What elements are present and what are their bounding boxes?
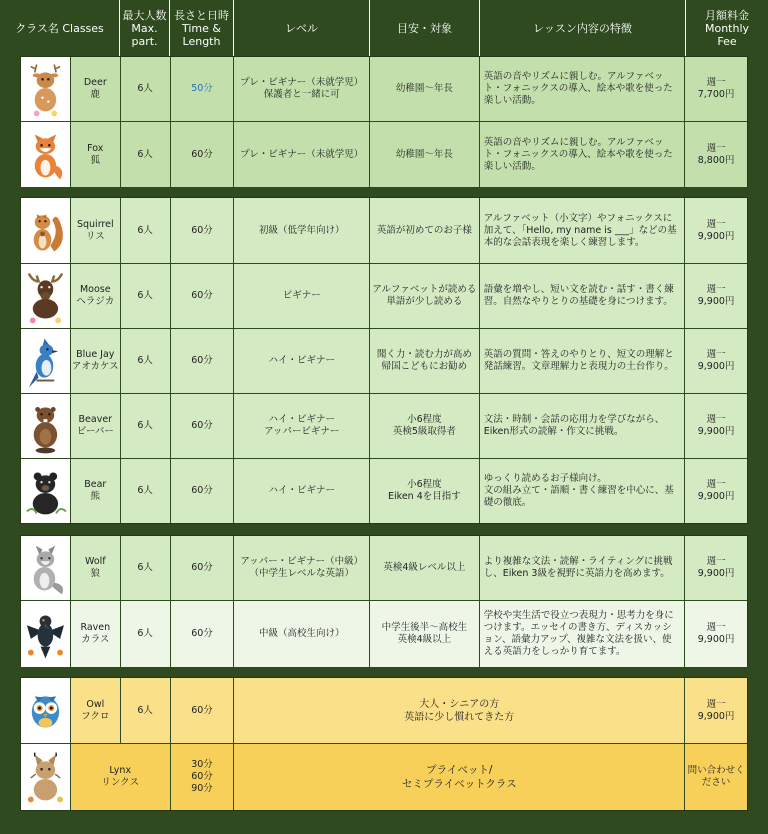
max-part: 6人	[121, 394, 171, 458]
table-row	[21, 536, 747, 601]
level: ハイ・ビギナー	[234, 329, 370, 393]
features: 文法・時制・会話の応用力を学びながら、Eiken形式の読解・作文に挑戦。	[480, 394, 685, 458]
features: 英語の質問・答えのやりとり、短文の理解と発話練習。文章理解力と表現力の土台作り。	[480, 329, 685, 393]
header-level: レベル	[234, 0, 370, 56]
fee: 週一 9,900円	[685, 264, 747, 328]
table-row	[21, 678, 747, 744]
max-part: 6人	[121, 678, 171, 743]
moose-icon	[23, 267, 68, 325]
time-length: 60分	[171, 601, 235, 667]
wolf-cell	[21, 536, 71, 600]
class-group-preschool	[20, 56, 748, 186]
target: 英検4級レベル以上	[370, 536, 480, 600]
table-row	[21, 264, 747, 329]
class-name-squirrel: Squirrel リス	[71, 198, 121, 263]
table-row	[21, 329, 747, 394]
time-length: 60分	[171, 678, 235, 743]
beaver-cell	[21, 394, 71, 458]
level: ビギナー	[234, 264, 370, 328]
fee: 週一 9,900円	[685, 601, 747, 667]
level: 中級（高校生向け）	[234, 601, 370, 667]
class-name-deer: Deer 鹿	[71, 57, 121, 121]
fee: 週一 9,900円	[685, 459, 747, 523]
fee: 問い合わせく ださい	[685, 744, 747, 810]
table-row	[21, 122, 747, 187]
class-name-owl: Owl フクロ	[71, 678, 121, 743]
header-max-part: 最大人数 Max. part.	[120, 0, 170, 56]
max-part: 6人	[121, 264, 171, 328]
level: プレ・ビギナー（未就学児）	[234, 122, 370, 187]
bluejay-icon	[23, 332, 68, 390]
max-part: 6人	[121, 329, 171, 393]
level: アッパー・ビギナー（中級） （中学生レベルな英語）	[234, 536, 370, 600]
features: 学校や実生活で役立つ表現力・思考力を身につけます。エッセイの書き方、ディスカッション、語彙力アップ、複雑な文法を扱い、使える英語力をしっかり育てます。	[480, 601, 685, 667]
header-features: レッスン内容の特徴	[480, 0, 686, 56]
target: 英語が初めてのお子様	[370, 198, 480, 263]
features: ゆっくり読めるお子様向け。 文の組み立て・語順・書く練習を中心に、基礎の徹底。	[480, 459, 685, 523]
features: 英語の音やリズムに親しむ。アルファベット・フォニックスの導入、絵本や歌を使った楽しい活動。	[480, 122, 685, 187]
fox-icon	[23, 126, 68, 184]
class-group-intermediate	[20, 535, 748, 666]
target: 聞く力・読む力が高め 帰国こどもにお勧め	[370, 329, 480, 393]
bluejay-cell	[21, 329, 71, 393]
table-header	[0, 0, 768, 56]
max-part: 6人	[121, 198, 171, 263]
time-length: 30分 60分 90分	[171, 744, 235, 810]
max-part: 6人	[121, 57, 171, 121]
wolf-icon	[23, 539, 68, 597]
target: アルファベットが読める 単語が少し読める	[370, 264, 480, 328]
deer-cell	[21, 57, 71, 121]
time-length: 60分	[171, 264, 235, 328]
table-row	[21, 198, 747, 264]
header-fee: 月額料金 Monthly Fee	[704, 8, 750, 48]
class-name-beaver: Beaver ビーバー	[71, 394, 121, 458]
class-name-bear: Bear 熊	[71, 459, 121, 523]
features: より複雑な文法・読解・ライティングに挑戦し、Eiken 3級を視野に英語力を高めます。	[480, 536, 685, 600]
table-row	[21, 394, 747, 459]
fee: 週一 9,900円	[685, 678, 747, 743]
target: 小6程度 Eiken 4を目指す	[370, 459, 480, 523]
level: ハイ・ビギナー アッパービギナー	[234, 394, 370, 458]
time-length: 60分	[171, 122, 235, 187]
beaver-icon	[23, 397, 68, 455]
table-row	[21, 459, 747, 523]
class-name-fox: Fox 狐	[71, 122, 121, 187]
owl-cell	[21, 678, 71, 743]
features: 語彙を増やし、短い文を読む・話す・書く練習。自然なやりとりの基礎を身につけます。	[480, 264, 685, 328]
time-length: 60分	[171, 459, 235, 523]
squirrel-icon	[23, 202, 68, 260]
squirrel-cell	[21, 198, 71, 263]
time-length: 60分	[171, 329, 235, 393]
class-name-bluejay: Blue Jay アオカケス	[71, 329, 121, 393]
class-name-lynx: Lynx リンクス	[71, 744, 171, 810]
fee: 週一 8,800円	[685, 122, 747, 187]
table-row	[21, 57, 747, 122]
fee: 週一 7,700円	[685, 57, 747, 121]
fee: 週一 9,900円	[685, 536, 747, 600]
lynx-icon	[23, 748, 68, 806]
features: アルファベット（小文字）やフォニックスに加えて、「Hello, my name is ___」などの基本的な会話表現を楽しく練習します。	[480, 198, 685, 263]
max-part: 6人	[121, 536, 171, 600]
level: プレ・ビギナー（未就学児） 保護者と一緒に可	[234, 57, 370, 121]
class-group-elementary	[20, 197, 748, 524]
merged-description: 大人・シニアの方 英語に少し慣れてきた方	[234, 678, 685, 743]
time-length: 50分	[171, 57, 235, 121]
target: 幼稚園～年長	[370, 57, 480, 121]
bear-icon	[23, 462, 68, 520]
fee: 週一 9,900円	[685, 329, 747, 393]
raven-icon	[23, 605, 68, 663]
merged-description: プライベット/ セミプライベットクラス	[234, 744, 685, 810]
deer-icon	[23, 60, 68, 118]
header-target: 目安・対象	[370, 0, 480, 56]
max-part: 6人	[121, 122, 171, 187]
lynx-cell	[21, 744, 71, 810]
time-length: 60分	[171, 198, 235, 263]
fee: 週一 9,900円	[685, 394, 747, 458]
target: 小6程度 英検5級取得者	[370, 394, 480, 458]
time-length: 60分	[171, 394, 235, 458]
fox-cell	[21, 122, 71, 187]
class-name-raven: Raven カラス	[71, 601, 121, 667]
level: ハイ・ビギナー	[234, 459, 370, 523]
max-part: 6人	[121, 459, 171, 523]
bear-cell	[21, 459, 71, 523]
raven-cell	[21, 601, 71, 667]
target: 中学生後半～高校生 英検4級以上	[370, 601, 480, 667]
target: 幼稚園～年長	[370, 122, 480, 187]
header-class-name: クラス名 Classes	[0, 0, 120, 56]
class-name-wolf: Wolf 狼	[71, 536, 121, 600]
table-row	[21, 744, 747, 810]
max-part: 6人	[121, 601, 171, 667]
moose-cell	[21, 264, 71, 328]
time-length: 60分	[171, 536, 235, 600]
header-time-length: 長さと日時 Time & Length	[170, 0, 234, 56]
fee: 週一 9,900円	[685, 198, 747, 263]
class-group-adult	[20, 677, 748, 811]
level: 初級（低学年向け）	[234, 198, 370, 263]
owl-icon	[23, 682, 68, 740]
features: 英語の音やリズムに親しむ。アルファベット・フォニックスの導入、絵本や歌を使った楽しい活動。	[480, 57, 685, 121]
class-name-moose: Moose ヘラジカ	[71, 264, 121, 328]
table-row	[21, 601, 747, 667]
